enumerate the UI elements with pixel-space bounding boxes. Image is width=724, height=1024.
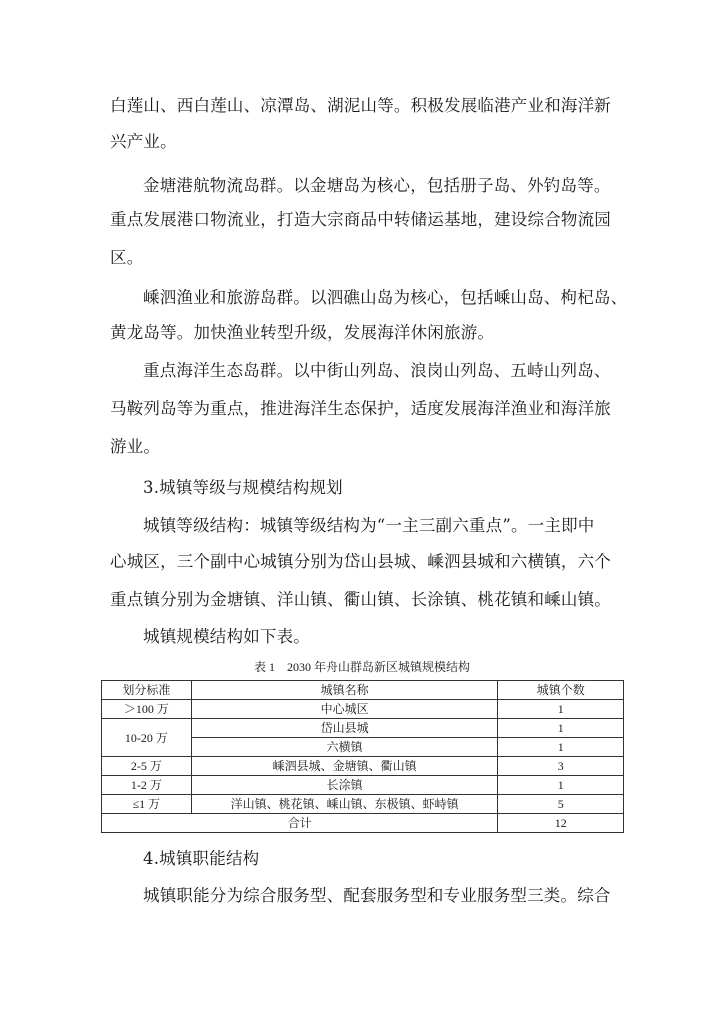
- paragraph-line: 区。: [110, 248, 144, 267]
- total-label-cell: 合计: [102, 814, 498, 833]
- town-name-cell: 嵊泗县城、金塘镇、衢山镇: [191, 757, 498, 776]
- count-cell: 1: [498, 776, 624, 795]
- town-name-cell: 岱山县城: [191, 719, 498, 738]
- paragraph-line: 城镇职能分为综合服务型、配套服务型和专业服务型三类。综合: [143, 886, 611, 905]
- paragraph-line: 黄龙岛等。加快渔业转型升级，发展海洋休闲旅游。: [110, 323, 495, 342]
- paragraph-line: 重点海洋生态岛群。以中街山列岛、浪岗山列岛、五峙山列岛、: [143, 361, 611, 380]
- table-total-row: [102, 814, 624, 833]
- paragraph-line: 城镇等级结构：城镇等级结构为“一主三副六重点”。一主即中: [143, 516, 595, 535]
- count-cell: 1: [498, 700, 624, 719]
- standard-cell: 2-5 万: [102, 757, 192, 776]
- header-cell: 城镇个数: [498, 681, 624, 700]
- count-cell: 1: [498, 738, 624, 757]
- table-row: [102, 776, 624, 795]
- section-heading: 4.城镇职能结构: [143, 849, 260, 868]
- table-row: [102, 757, 624, 776]
- town-scale-table: [101, 680, 624, 833]
- paragraph-line: 兴产业。: [110, 132, 177, 151]
- paragraph-line: 重点发展港口物流业，打造大宗商品中转储运基地，建设综合物流园: [110, 210, 611, 229]
- header-cell: 城镇名称: [191, 681, 498, 700]
- paragraph-line: 游业。: [110, 437, 161, 456]
- table-row: [102, 700, 624, 719]
- standard-cell: ≤1 万: [102, 795, 192, 814]
- table-caption: 表 1 2030 年舟山群岛新区城镇规模结构: [253, 660, 470, 674]
- section-heading: 3.城镇等级与规模结构规划: [143, 478, 343, 497]
- table-row: [102, 719, 624, 738]
- paragraph-line: 重点镇分别为金塘镇、洋山镇、衢山镇、长涂镇、桃花镇和嵊山镇。: [110, 590, 611, 609]
- paragraph-line: 金塘港航物流岛群。以金塘岛为核心，包括册子岛、外钓岛等。: [143, 176, 611, 195]
- total-count-cell: 12: [498, 814, 624, 833]
- count-cell: 5: [498, 795, 624, 814]
- paragraph-line: 马鞍列岛等为重点，推进海洋生态保护，适度发展海洋渔业和海洋旅: [110, 399, 611, 418]
- town-name-cell: 长涂镇: [191, 776, 498, 795]
- standard-cell: ＞100 万: [102, 700, 192, 719]
- town-name-cell: 六横镇: [191, 738, 498, 757]
- header-cell: 划分标准: [102, 681, 192, 700]
- paragraph-line: 心城区，三个副中心城镇分别为岱山县城、嵊泗县城和六横镇，六个: [110, 552, 611, 571]
- count-cell: 3: [498, 757, 624, 776]
- town-name-cell: 洋山镇、桃花镇、嵊山镇、东极镇、虾峙镇: [191, 795, 498, 814]
- standard-cell: 1-2 万: [102, 776, 192, 795]
- town-name-cell: 中心城区: [191, 700, 498, 719]
- paragraph-line: 城镇规模结构如下表。: [143, 627, 310, 646]
- paragraph-line: 嵊泗渔业和旅游岛群。以泗礁山岛为核心，包括嵊山岛、枸杞岛、: [143, 288, 628, 307]
- standard-cell: 10-20 万: [102, 719, 192, 757]
- count-cell: 1: [498, 719, 624, 738]
- paragraph-line: 白莲山、西白莲山、凉潭岛、湖泥山等。积极发展临港产业和海洋新: [110, 96, 611, 115]
- table-header-row: [102, 681, 624, 700]
- table-row: [102, 795, 624, 814]
